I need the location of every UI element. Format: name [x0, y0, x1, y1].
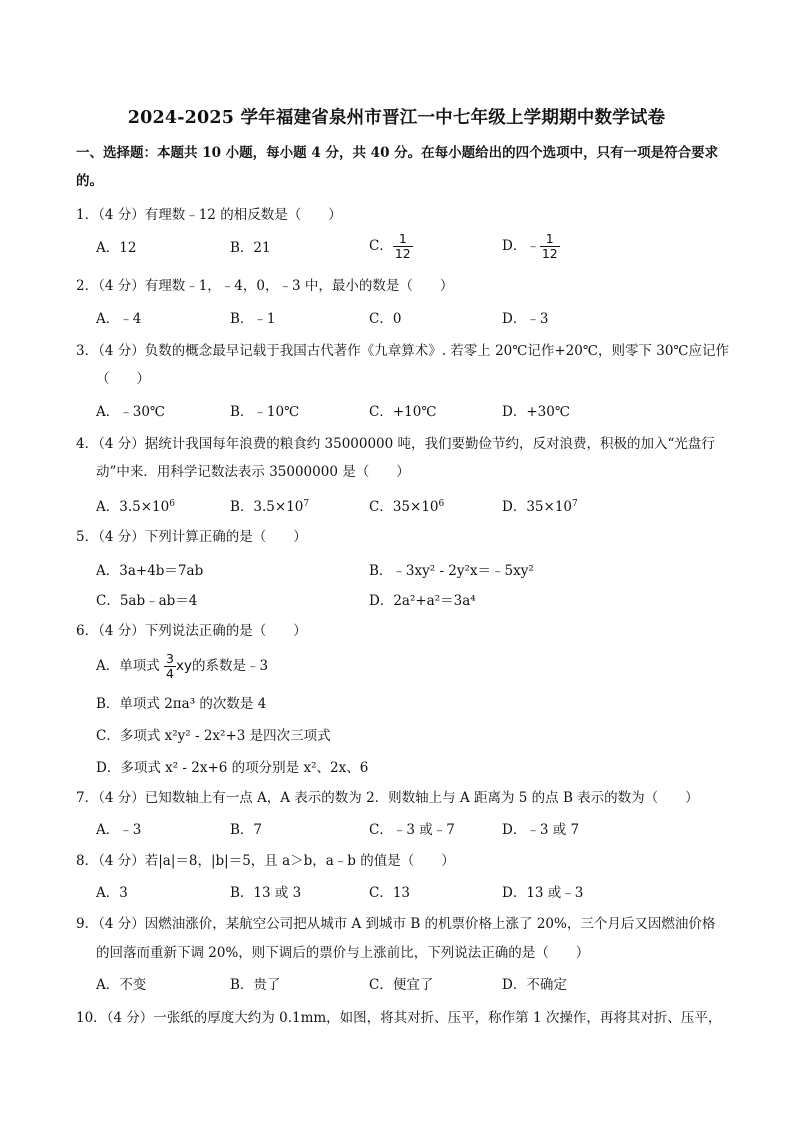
- q4-option-d: [502, 497, 578, 517]
- section-heading-line1: 一、选择题：本题共 10 小题，每小题 4 分，共 40 分。在每小题给出的四个选项中，只有一项是符合要求: [76, 145, 719, 161]
- page-title: 2024-2025 学年福建省泉州市晋江一中七年级上学期期中数学试卷: [127, 108, 666, 128]
- q3-option-d: D．+30℃: [502, 404, 570, 420]
- q4-b-base: B．3.5×10: [230, 499, 304, 515]
- q4-d-base: D．35×10: [502, 499, 572, 515]
- question-9-stem-line2: 的回落而重新下调 20%，则下调后的票价与上涨前比，下列说法正确的是（ ）: [96, 945, 590, 961]
- q1-option-a: A．12: [96, 240, 137, 256]
- q4-option-b: [230, 497, 309, 517]
- q1-option-c-fraction: [393, 232, 413, 261]
- q5-option-d: D．2a²+a²＝3a⁴: [369, 593, 476, 609]
- question-2-stem: 2．（4 分）有理数﹣1，﹣4，0，﹣3 中，最小的数是（ ）: [76, 278, 454, 294]
- q9-option-c: C．便宜了: [369, 977, 434, 993]
- q6-a-fraction: [164, 652, 176, 681]
- q1-d-denominator: 12: [541, 246, 558, 261]
- question-4-stem-line1: 4．（4 分）据统计我国每年浪费的粮食约 35000000 吨，我们要勤俭节约，反对浪费，积极的加入“光盘行: [76, 436, 715, 452]
- q4-b-exponent: 7: [303, 499, 310, 509]
- question-5-stem: 5．（4 分）下列计算正确的是（ ）: [76, 529, 307, 545]
- q5-option-c: C．5ab﹣ab＝4: [96, 593, 198, 609]
- q4-option-a: [96, 497, 175, 517]
- q5-option-b: B．﹣3xy² - 2y²x＝﹣5xy²: [369, 563, 534, 579]
- q7-option-b: B．7: [230, 822, 263, 838]
- q1-option-d-sign: ﹣: [526, 238, 540, 254]
- q4-c-exponent: 6: [438, 499, 445, 509]
- q6-a-numerator: 3: [166, 651, 174, 666]
- q9-option-b: B．贵了: [230, 977, 281, 993]
- question-7-stem: 7．（4 分）已知数轴上有一点 A，A 表示的数为 2．则数轴上与 A 距离为 5 的点 B 表示的数为（ ）: [76, 790, 699, 806]
- q6-option-d: D．多项式 x² - 2x+6 的项分别是 x²、2x、6: [96, 760, 369, 776]
- q3-option-c: C．+10℃: [369, 404, 437, 420]
- q6-a-prefix: A．单项式: [96, 658, 165, 674]
- question-9-stem-line1: 9．（4 分）因燃油涨价，某航空公司把从城市 A 到城市 B 的机票价格上涨了 20%，三个月后又因燃油价格: [76, 916, 716, 932]
- q4-a-exponent: 6: [169, 499, 175, 509]
- q8-option-d: D．13 或﹣3: [502, 885, 584, 901]
- q1-option-c-label: C．: [369, 238, 393, 254]
- q2-option-b: B．﹣1: [230, 311, 276, 327]
- q4-c-base: C．35×10: [369, 499, 439, 515]
- question-10-stem: 10．（4 分）一张纸的厚度大约为 0.1mm，如图，将其对折、压平，称作第 1 次操作，再将其对折、压平，: [76, 1010, 722, 1026]
- q2-option-a: A．﹣4: [96, 311, 142, 327]
- q5-option-a: A．3a+4b＝7ab: [96, 563, 204, 579]
- q1-c-denominator: 12: [394, 246, 411, 261]
- q4-option-c: [369, 497, 444, 517]
- q1-option-c: [369, 232, 413, 261]
- question-1-stem: 1．（4 分）有理数﹣12 的相反数是（ ）: [76, 207, 342, 223]
- q6-a-suffix: 的系数是﹣3: [191, 658, 269, 674]
- q6-a-denominator: 4: [166, 666, 174, 681]
- q4-d-exponent: 7: [572, 499, 578, 509]
- q1-option-d: [502, 232, 560, 261]
- q6-option-c: C．多项式 x²y² - 2x²+3 是四次三项式: [96, 728, 331, 744]
- q1-c-numerator: 1: [398, 231, 407, 246]
- q7-option-a: A．﹣3: [96, 822, 142, 838]
- q2-option-d: D．﹣3: [502, 311, 549, 327]
- question-3-stem-line2: （ ）: [96, 371, 150, 387]
- q2-option-c: C．0: [369, 311, 402, 327]
- q6-option-b: B．单项式 2πa³ 的次数是 4: [96, 696, 267, 712]
- q7-option-c: C．﹣3 或﹣7: [369, 822, 455, 838]
- question-4-stem-line2: 动”中来．用科学记数法表示 35000000 是（ ）: [96, 464, 410, 480]
- section-heading-line2: 的。: [76, 173, 103, 189]
- question-8-stem: 8．（4 分）若|a|＝8，|b|＝5，且 a＞b，a﹣b 的值是（ ）: [76, 853, 455, 869]
- q6-option-a: [96, 652, 268, 681]
- q9-option-a: A．不变: [96, 977, 147, 993]
- q3-option-a: A．﹣30℃: [96, 404, 166, 420]
- q1-option-d-label: D．: [502, 238, 527, 254]
- q1-d-numerator: 1: [545, 231, 554, 246]
- q4-a-base: A．3.5×10: [96, 499, 170, 515]
- question-3-stem-line1: 3．（4 分）负数的概念最早记载于我国古代著作《九章算术》. 若零上 20℃记作+20℃，则零下 30℃应记作: [76, 343, 730, 359]
- section-heading: [76, 139, 736, 195]
- q8-option-a: A．3: [96, 885, 128, 901]
- q8-option-c: C．13: [369, 885, 411, 901]
- question-6-stem: 6．（4 分）下列说法正确的是（ ）: [76, 623, 307, 639]
- q1-option-d-fraction: [540, 232, 560, 261]
- q9-option-d: D．不确定: [502, 977, 567, 993]
- q7-option-d: D．﹣3 或 7: [502, 822, 580, 838]
- q8-option-b: B．13 或 3: [230, 885, 302, 901]
- q6-a-variable: xy: [176, 658, 192, 674]
- q1-option-b: B．21: [230, 240, 271, 256]
- q3-option-b: B．﹣10℃: [230, 404, 300, 420]
